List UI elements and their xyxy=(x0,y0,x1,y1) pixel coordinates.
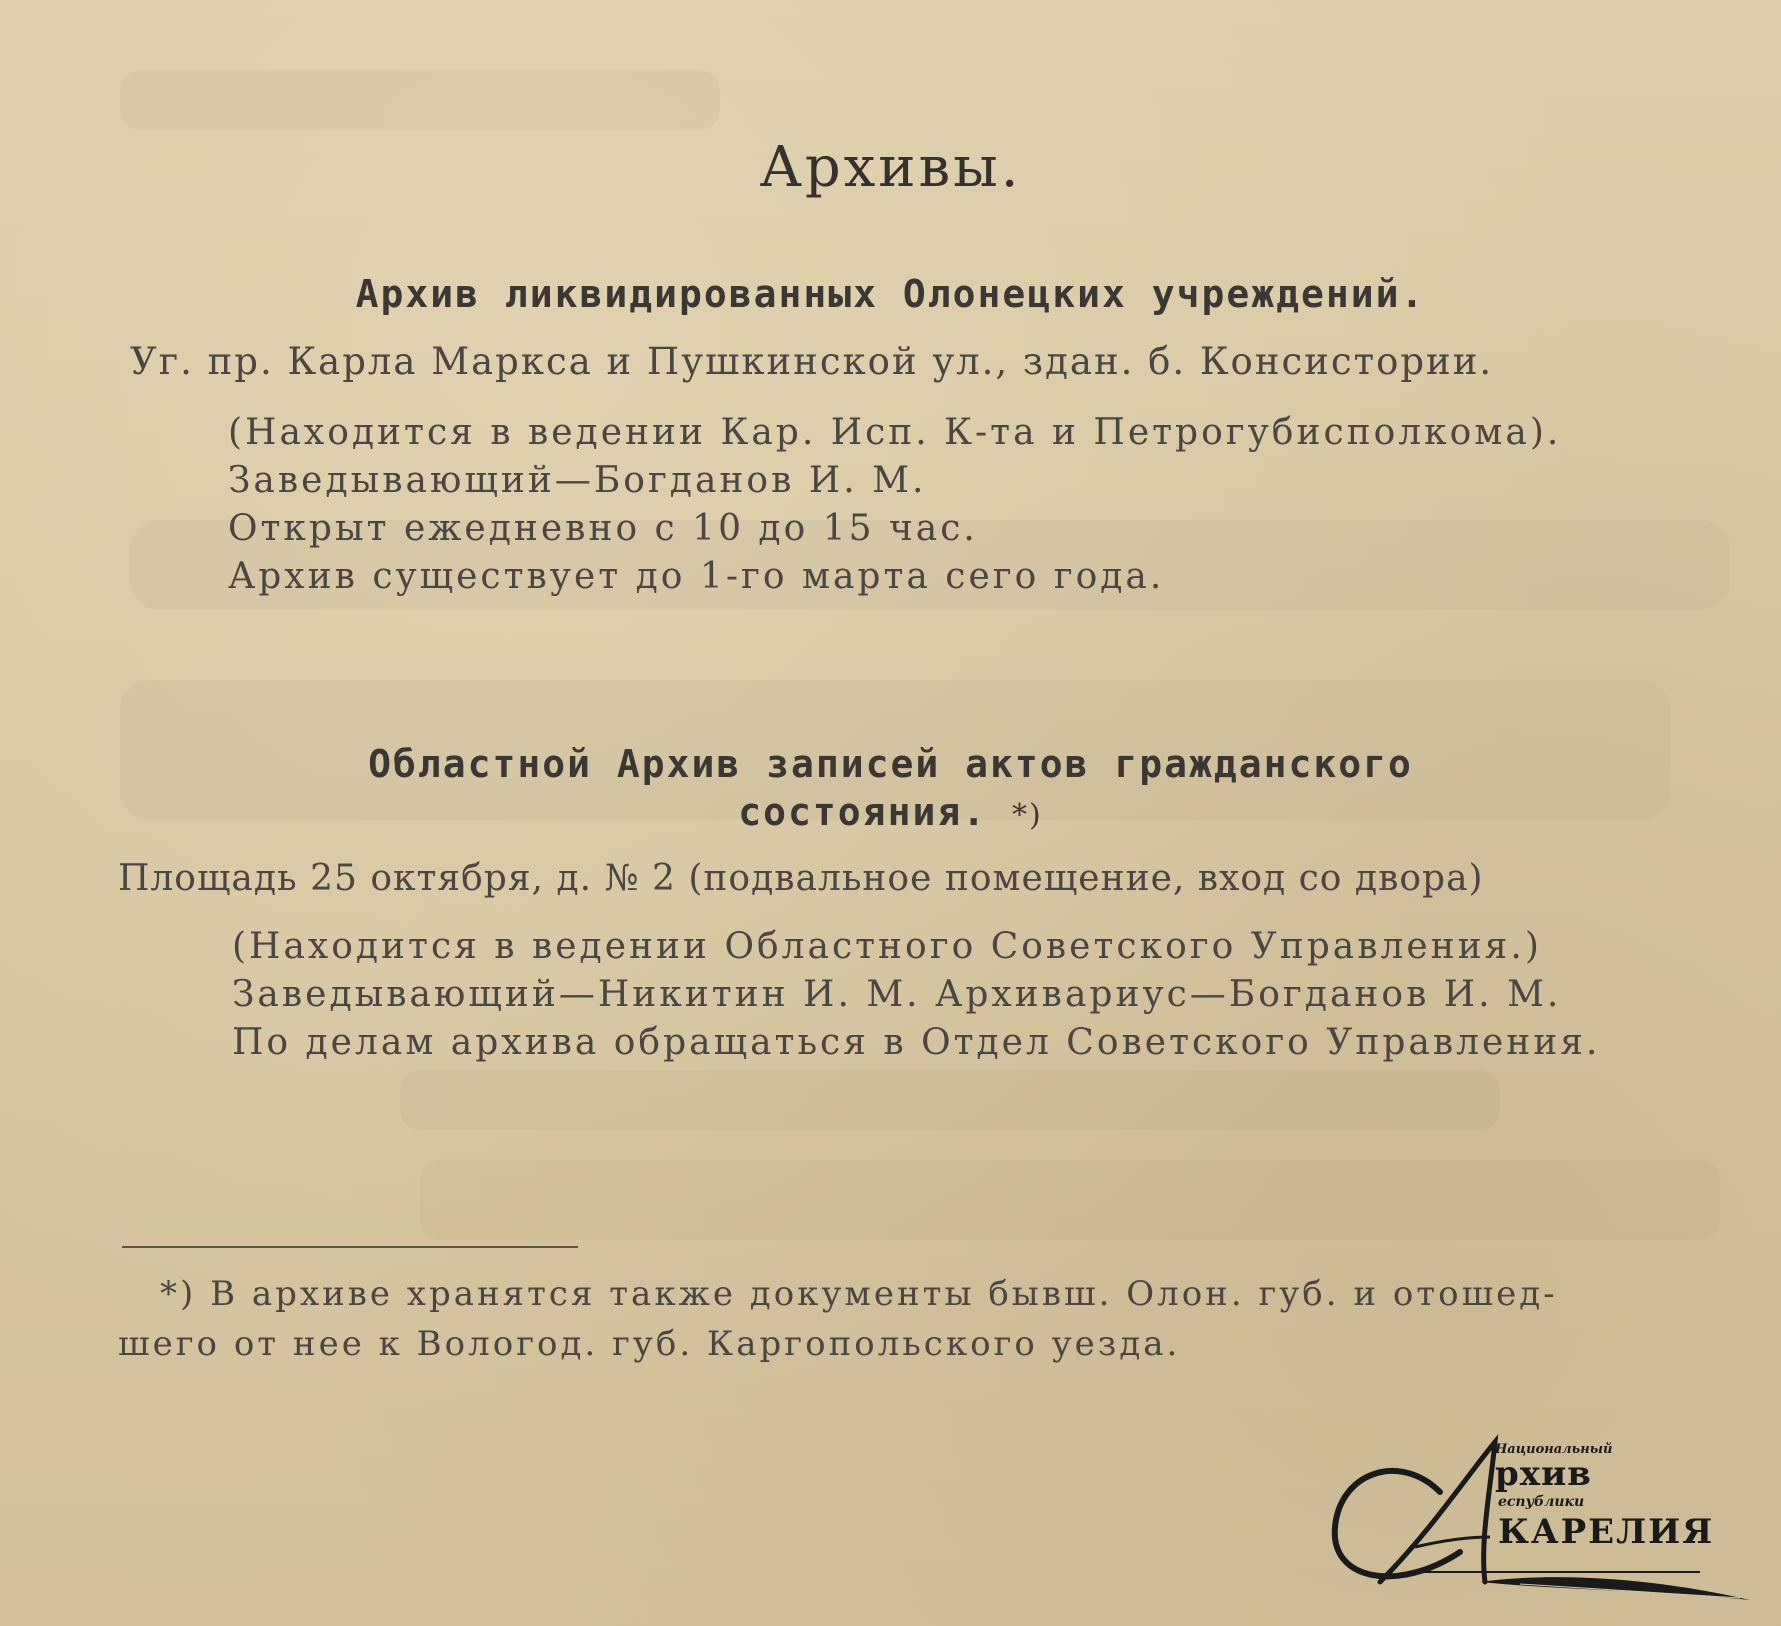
section2-line-3: По делам архива обращаться в Отдел Советского Управления. xyxy=(232,1022,1601,1063)
footnote-divider xyxy=(122,1246,578,1248)
bleed-through-texture xyxy=(400,1070,1500,1130)
section2-heading-line1: Областной Архив записей актов гражданского xyxy=(368,742,1413,786)
logo-word-republic: еспублики xyxy=(1498,1494,1585,1510)
footnote-line-1: *) В архиве хранятся также документы бывш. Олон. губ. и отошед- xyxy=(160,1274,1558,1314)
page-title: Архивы. xyxy=(759,135,1022,200)
section1-line-4: Архив существует до 1-го марта сего года. xyxy=(228,556,1165,597)
logo-word-karelia: КАРЕЛИЯ xyxy=(1498,1512,1715,1552)
section2-heading-line2 xyxy=(0,790,1781,834)
section1-line-3: Открыт ежедневно с 10 до 15 час. xyxy=(228,508,978,549)
section1-address: Уг. пр. Карла Маркса и Пушкинской ул., здан. б. Консистории. xyxy=(130,340,1494,383)
section2-line-2: Заведывающий—Никитин И. М. Архивариус—Богданов И. М. xyxy=(232,974,1562,1015)
section2-address: Площадь 25 октября, д. № 2 (подвальное помещение, вход со двора) xyxy=(118,858,1484,899)
logo-word-national: Национальный xyxy=(1495,1442,1613,1457)
footnote-line-2: шего от нее к Вологод. губ. Каргопольского уезда. xyxy=(118,1324,1181,1364)
section1-line-2: Заведывающий—Богданов И. М. xyxy=(228,460,927,501)
section1-heading: Архив ликвидированных Олонецких учреждений. xyxy=(355,272,1426,316)
section2-line-1: (Находится в ведении Областного Советского Управления.) xyxy=(232,926,1542,967)
bleed-through-texture xyxy=(120,70,720,130)
logo-word-archive: рхив xyxy=(1495,1454,1592,1494)
archive-logo xyxy=(1320,1432,1760,1612)
footnote-marker: *) xyxy=(1011,798,1043,833)
section2-heading-word: состояния. xyxy=(738,790,988,834)
section1-line-1: (Находится в ведении Кар. Исп. К-та и Петрогубисполкома). xyxy=(228,412,1562,453)
bleed-through-texture xyxy=(420,1160,1720,1240)
